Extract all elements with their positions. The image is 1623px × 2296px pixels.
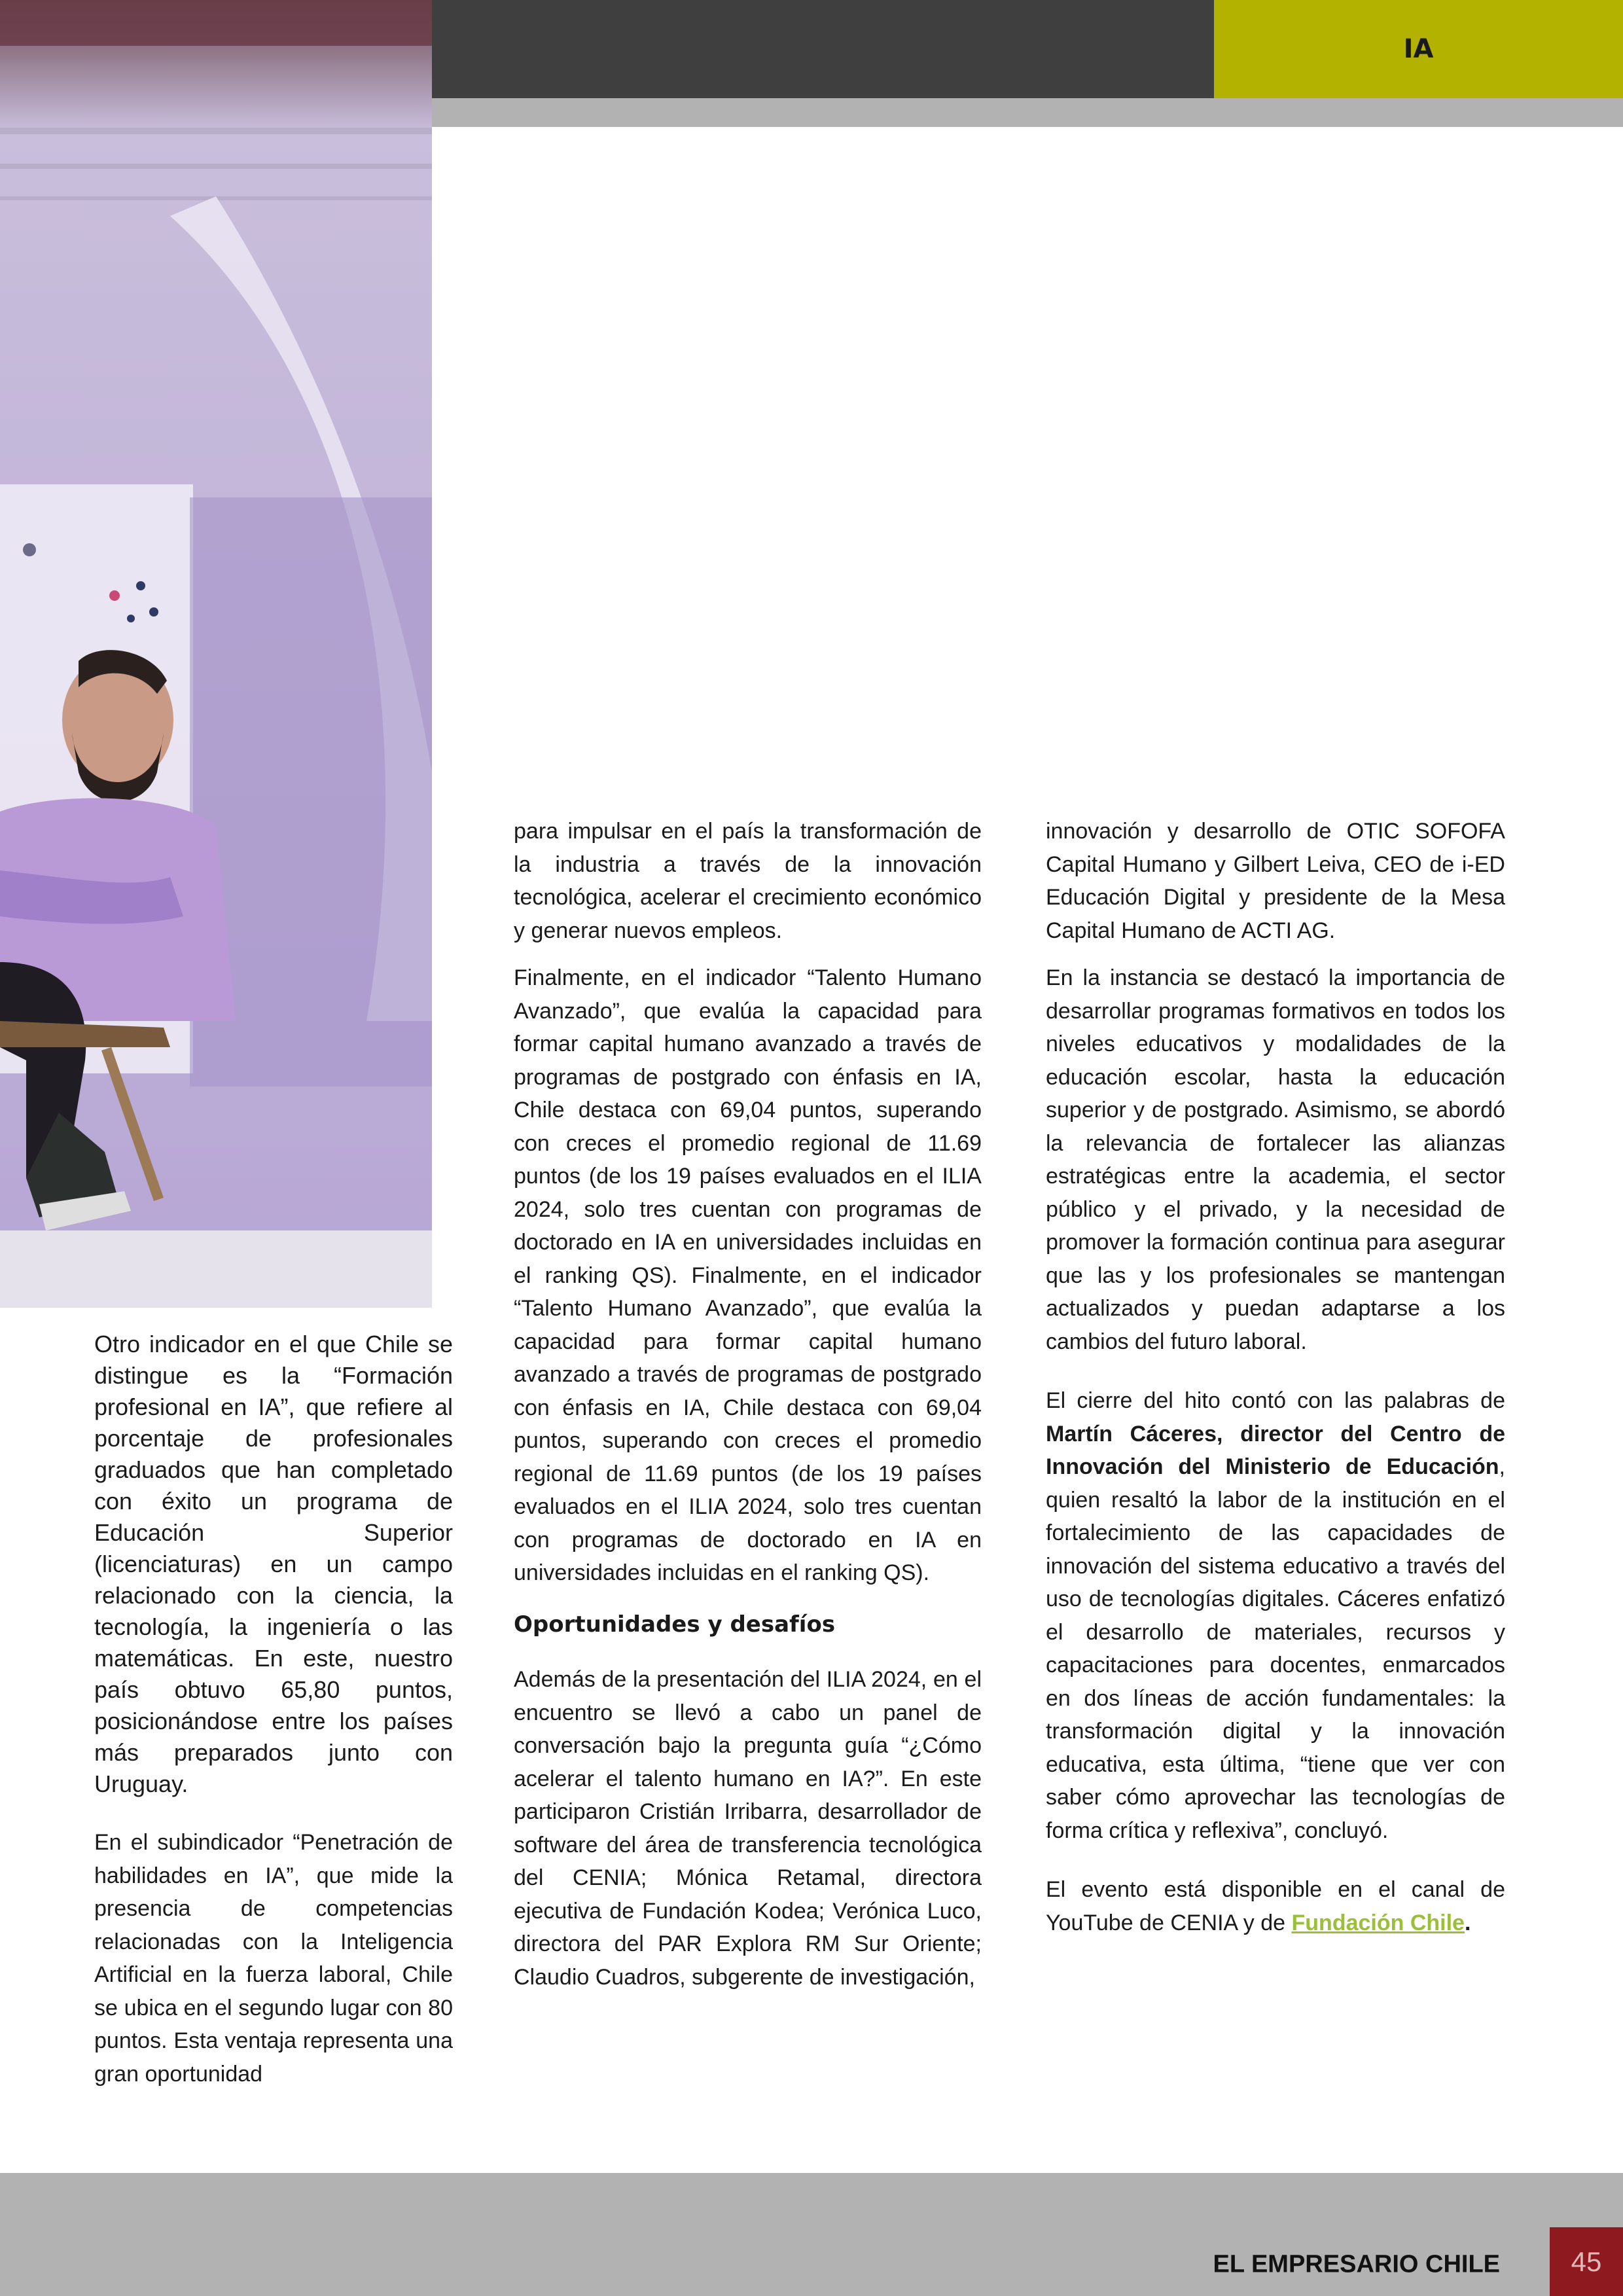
section-tab [1214, 0, 1623, 98]
header-grey-bar [432, 98, 1623, 127]
paragraph: En el subindicador “Penetración de habilidades en IA”, que mide la presencia de competencias relacionadas con la Inteligencia Artificial en la fuerza laboral, Chile se ubica en el segundo lugar con 80 puntos. Esta ventaja representa una gran oportunidad [94, 1830, 453, 2087]
column-2 [514, 815, 982, 2008]
column-1 [94, 1329, 453, 2105]
publication-name: EL EMPRESARIO CHILE [1213, 2250, 1500, 2278]
paragraph: Finalmente, en el indicador “Talento Humano Avanzado”, que evalúa la capacidad para formar capital humano avanzado a través de programas de postgrado con énfasis en IA, Chile destaca con 69,04 puntos, superando con creces el promedio regional de 11.69 puntos (de los 19 países evaluados en el ILIA 2024, solo tres cuentan con programas de doctorado en IA en universidades incluidas en el ranking QS). Finalmente, en el indicador “Talento Humano Avanzado”, que evalúa la capacidad para formar capital humano avanzado a través de programas de postgrado con énfasis en IA, Chile destaca con 69,04 puntos, superando con creces el promedio regional de 11.69 puntos (de los 19 países evaluados en el ILIA 2024, solo tres cuentan con programas de doctorado en IA en universidades incluidas en el ranking QS). [514, 965, 982, 1585]
bold-name: Martín Cáceres, director del Centro de Innovación del Ministerio de Educación [1046, 1421, 1505, 1479]
header-dark-bar [432, 0, 1214, 98]
person-seated-photo-icon [0, 0, 432, 1308]
subheading: Oportunidades y desafíos [514, 1611, 836, 1638]
text-run: El cierre del hito contó con las palabras de [1046, 1388, 1505, 1413]
text-run: . [1464, 1910, 1471, 1935]
column-3 [1046, 815, 1505, 1954]
article-photo [0, 0, 432, 1308]
paragraph: para impulsar en el país la transformación de la industria a través de la innovación tecnológica, acelerar el crecimiento económico y generar nuevos empleos. [514, 819, 982, 943]
section-label: IA [1403, 34, 1434, 64]
page-number: 45 [1550, 2227, 1623, 2296]
paragraph [1046, 1384, 1505, 1847]
paragraph: innovación y desarrollo de OTIC SOFOFA Capital Humano y Gilbert Leiva, CEO de i-ED Educación Digital y presidente de la Mesa Capital Humano de ACTI AG. [1046, 819, 1505, 943]
text-run: , quien resaltó la labor de la institución en el fortalecimiento de las capacidades de innovación del sistema educativo a través del uso de tecnologías digitales. Cáceres enfatizó el desarrollo de materiales, recursos y capacitaciones para docentes, enmarcados en dos líneas de acción fundamentales: la transformación digital y la innovación educativa, esta última, “tiene que ver con saber cómo aprovechar las tecnologías de forma crítica y reflexiva”, concluyó. [1046, 1454, 1505, 1843]
paragraph: En la instancia se destacó la importancia de desarrollar programas formativos en todos los niveles educativos y modalidades de la educación escolar, hasta la educación superior y de postgrado. Asimismo, se abordó la relevancia de fortalecer las alianzas estratégicas entre la academia, el sector público y el privado, y la necesidad de promover la formación continua para asegurar que las y los profesionales se mantengan actualizados y puedan adaptarse a los cambios del futuro laboral. [1046, 965, 1505, 1354]
paragraph: Otro indicador en el que Chile se distingue es la “Formación profesional en IA”, que refiere al porcentaje de profesionales graduados que han completado con éxito un programa de Educación Superior (licenciaturas) en un campo relacionado con la ciencia, la tecnología, la ingeniería o las matemáticas. En este, nuestro país obtuvo 65,80 puntos, posicionándose entre los países más preparados junto con Uruguay. [94, 1331, 453, 1797]
text-run: El evento está disponible en el canal de YouTube de CENIA y de [1046, 1877, 1505, 1935]
paragraph: Además de la presentación del ILIA 2024, en el encuentro se llevó a cabo un panel de conversación bajo la pregunta guía “¿Cómo acelerar el talento humano en IA?”. En este participaron Cristián Irribarra, desarrollador de software del área de transferencia tecnológica del CENIA; Mónica Retamal, directora ejecutiva de Fundación Kodea; Verónica Luco, directora del PAR Explora RM Sur Oriente; Claudio Cuadros, subgerente de investigación, [514, 1667, 982, 1990]
paragraph [1046, 1873, 1505, 1939]
fundacion-chile-link[interactable]: Fundación Chile [1291, 1910, 1465, 1935]
